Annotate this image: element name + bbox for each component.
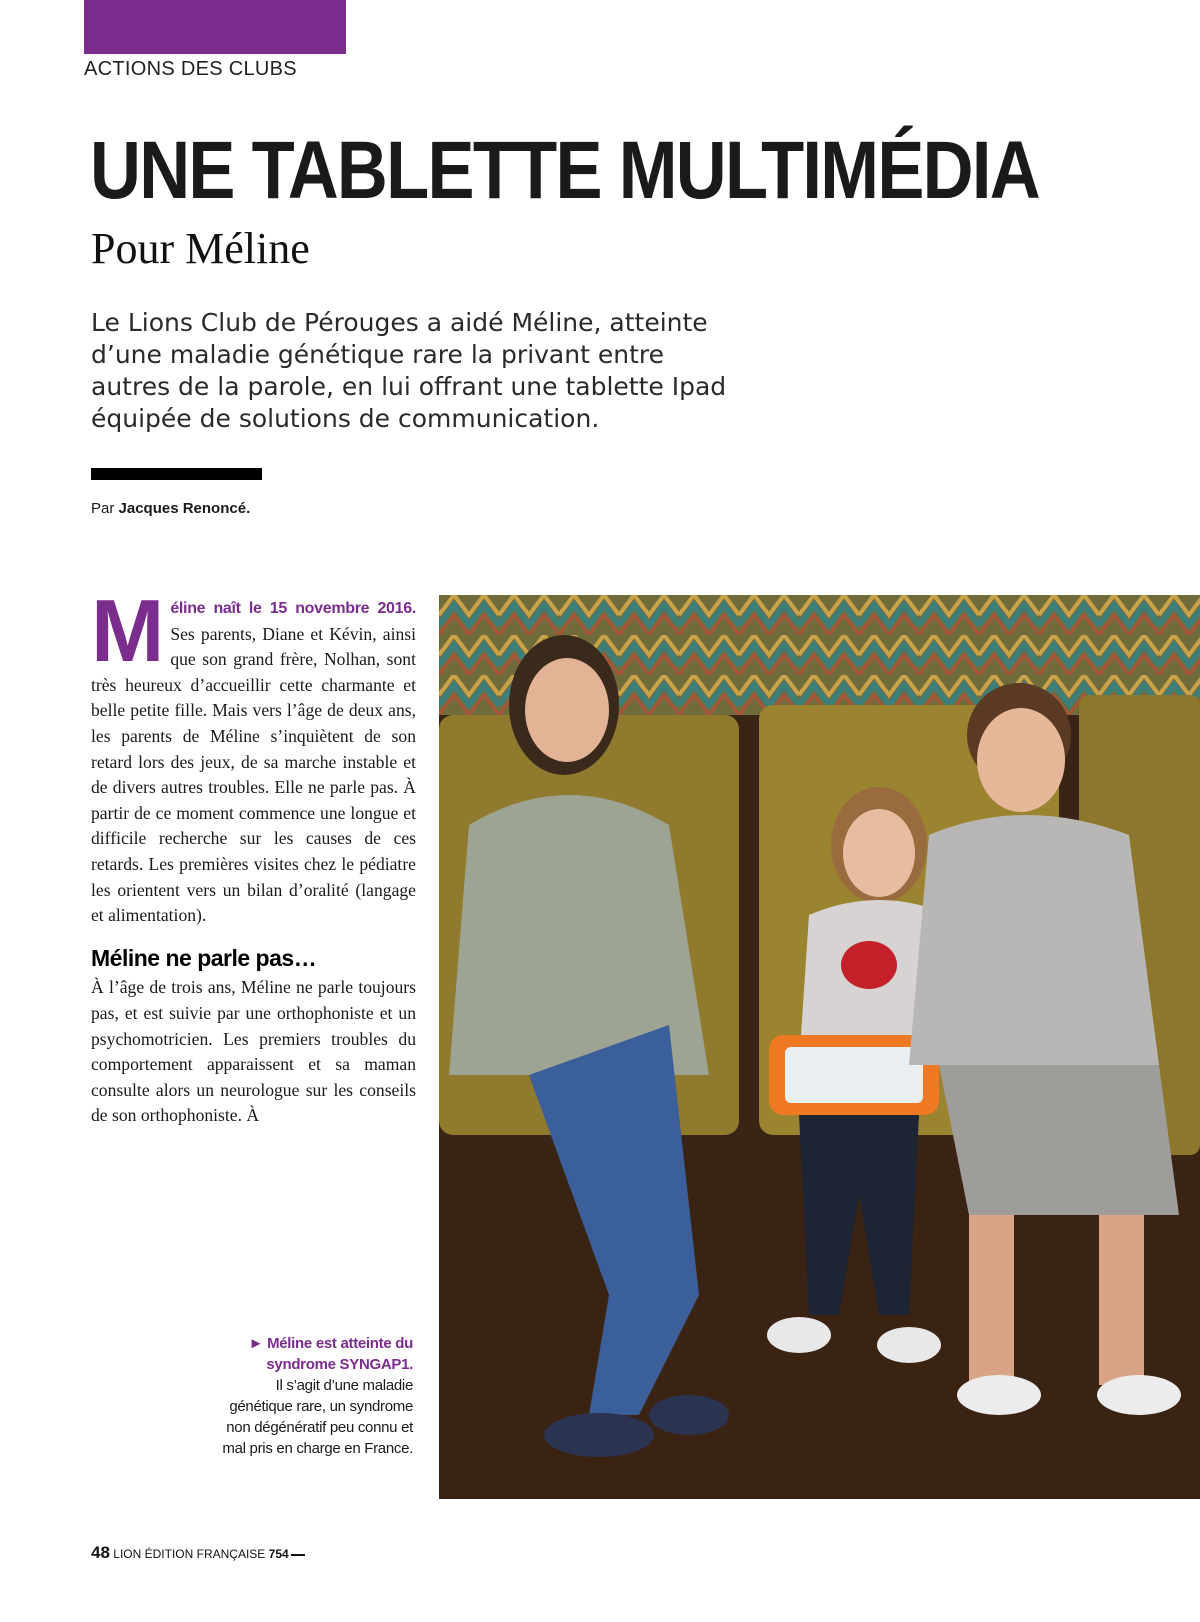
paragraph-1 [91,581,416,929]
magazine-name: LION ÉDITION FRANÇAISE [113,1547,266,1561]
lead-strong: éline naît le 15 novembre 2016. [170,600,416,617]
section-color-bar [84,0,346,54]
section-subhead: Méline ne parle pas… [91,944,317,971]
caption-text: Il s’agit d’une maladie génétique rare, un syndrome non dégénératif peu connu et mal pris en charge en France. [222,1377,413,1457]
paragraph-1-text: Ses parents, Diane et Kévin, ainsi que son grand frère, Nolhan, sont très heureux d’accueillir cette charmante et belle petite fille. Mais vers l’âge de deux ans, les parents de Méline s’inquiètent de son retard lors des jeux, de sa marche instable et de divers autres troubles. Elle ne parle pas. À partir de ce moment commence une longue et difficile recherche sur les causes de ces retards. Les premières visites chez le pédiatre les orientent vers un bilan d’oralité (langage et alimentation). [91,623,416,926]
girl-face [843,809,915,897]
byline [91,500,250,517]
paragraph-2: À l’âge de trois ans, Méline ne parle toujours pas, et est suivie par une orthophoniste et un psychomotricien. Les premiers troubles du comportement apparaissent et sa maman consulte alors un neurologue sur les conseils de son orthophoniste. À [91,977,416,1126]
boy-hoodie [909,815,1159,1065]
mother-shoe [544,1413,654,1457]
byline-author: Jacques Renoncé. [118,500,251,517]
article-subtitle: Pour Méline [91,224,310,273]
divider-rule [91,468,262,480]
footer-dash [291,1554,305,1556]
page-footer [91,1543,305,1563]
tablet-screen [785,1047,923,1103]
drop-cap: M [91,581,165,680]
boy-face [977,708,1065,812]
article-body [91,581,416,1129]
section-label: ACTIONS DES CLUBS [84,58,297,80]
boy-shorts [939,1065,1179,1215]
article-intro: Le Lions Club de Pérouges a aidé Méline, atteinte d’une maladie génétique rare la privant entre autres de la parole, en lui offrant une tablette Ipad équipée de solutions de communication. [91,308,727,433]
photo-caption [220,1333,413,1459]
article-title: UNE TABLETTE MULTIMÉDIA [90,125,1039,216]
article-photo [439,595,1200,1499]
photo-illustration [439,595,1200,1499]
mother-jacket [449,795,709,1075]
mother-face [525,658,609,762]
issue-number: 754 [268,1547,289,1561]
byline-prefix: Par [91,500,115,517]
page-number: 48 [91,1543,110,1562]
caption-title: ► Méline est atteinte du syndrome SYNGAP1. [248,1335,413,1373]
